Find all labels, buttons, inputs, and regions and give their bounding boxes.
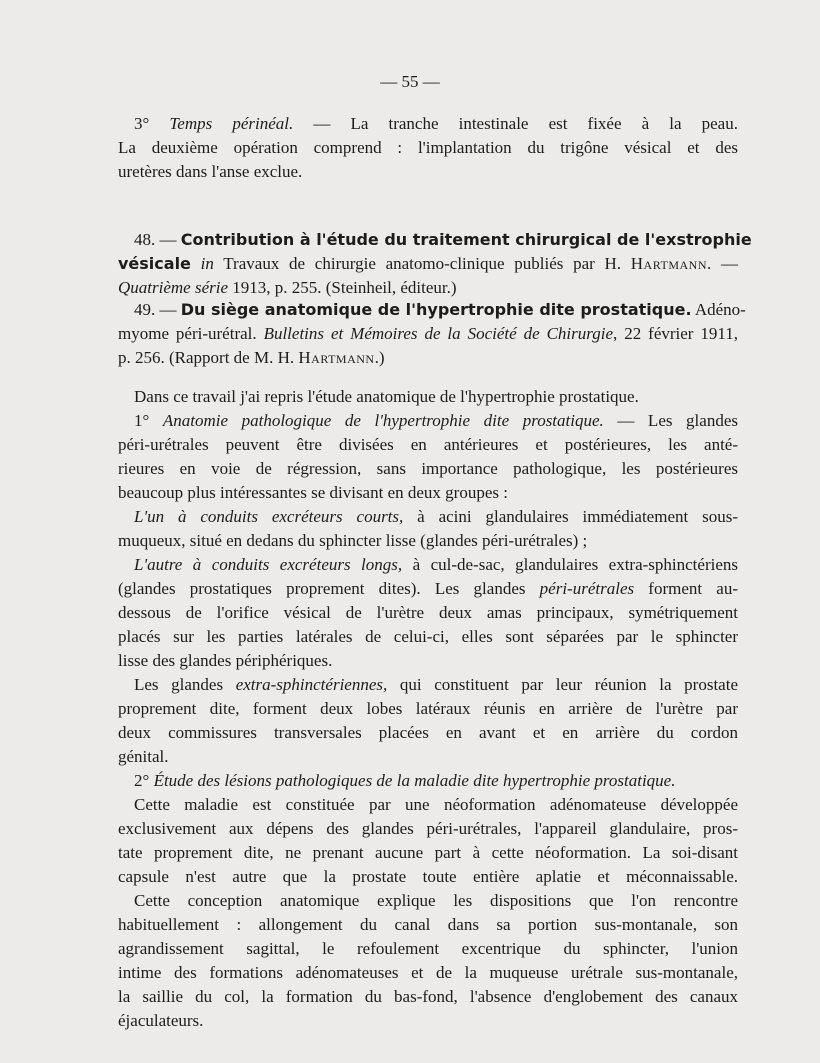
page-number: — 55 — — [380, 72, 440, 91]
author-name: Hartmann — [630, 254, 708, 273]
intro-paragraph: 3° Temps périnéal. — La tranche intestinale est fixée à la peau. La deuxième opération comprend : l'implantation du trigône vésical et des uretères dans l'anse exclue. — [118, 114, 738, 181]
section-title: Étude des lésions pathologiques de la maladie dite hypertrophie prostatique. — [153, 771, 676, 790]
publication-title: Contribution à l'étude du traitement chirurgical de l'exstrophie — [180, 230, 752, 249]
publication-49: 49. — Du siège anatomique de l'hypertrophie dite prostatique. Adéno- myome péri-urétral. Bulletins et Mémoires de la Société de Chirurgie, 22 février 1911, p. 256. (Rapport de M. H. Hartmann.) — [118, 300, 746, 367]
publication-title: Du siège anatomique de l'hypertrophie dite prostatique. — [180, 300, 692, 319]
section-title: Anatomie pathologique de l'hypertrophie dite prostatique. — [162, 411, 604, 430]
publication-48: 48. — Contribution à l'étude du traitement chirurgical de l'exstrophie vésicale in Travaux de chirurgie anatomo-clinique publiés par H. Hartmann. — Quatrième série 1913, p. 255. (Steinheil, éditeur.) — [118, 230, 752, 297]
body-text: Dans ce travail j'ai repris l'étude anatomique de l'hypertrophie prostatique. 1° Anatomie pathologique de l'hypertrophie dite prostatique. — Les glandes péri-urétrales peuvent être divisées en antérieures et postérieures, les anté- rieures en voie de régression, sans importance pathologique, les postérieures beaucoup plus intéressantes se divisant en deux groupes : L'un à conduits excréteurs courts, à acini glandulaires immédiatement sous- muqueux, situé en dedans du sphincter lisse (glandes péri-urétrales) ; L'autre à conduits excréteurs longs, à cul-de-sac, glandulaires extra-sphinctériens (glandes prostatiques proprement dites). Les glandes péri-urétrales forment au- dessous de l'orifice vésical de l'urètre deux amas principaux, symétriquement placés sur les parties latérales de celui-ci, elles sont séparées par le sphincter lisse des glandes périphériques. Les glandes extra-sphinctériennes, qui constituent par leur réunion la prostate proprement dite, forment deux lobes latéraux réunis en arrière de l'urètre par deux commissures transversales placées en avant et en arrière du cordon génital. 2° Étude des lésions pathologiques de la maladie dite hypertrophie prostatique. Cette maladie est constituée par une néoformation adénomateuse développée exclusivement aux dépens des glandes péri-urétrales, l'appareil glandulaire, pros- tate proprement dite, ne prenant aucune part à cette néoformation. La soi-disant capsule n'est autre que la prostate toute entière aplatie et méconnaissable. Cette conception anatomique explique les dispositions que l'on rencontre habituellement : allongement du canal dans sa portion sus-montanale, son agrandissement sagittal, le refoulement excentrique du sphincter, l'union intime des formations adénomateuses et de la muqueuse urétrale sus-montanale, la saillie du col, la formation du bas-fond, l'absence d'englobement des canaux éjaculateurs. — [118, 387, 738, 1030]
section-title: Temps périnéal. — [169, 114, 294, 133]
author-name: Hartmann — [298, 348, 375, 367]
journal-name: Bulletins et Mémoires de la Société de Chirurgie — [263, 324, 614, 343]
